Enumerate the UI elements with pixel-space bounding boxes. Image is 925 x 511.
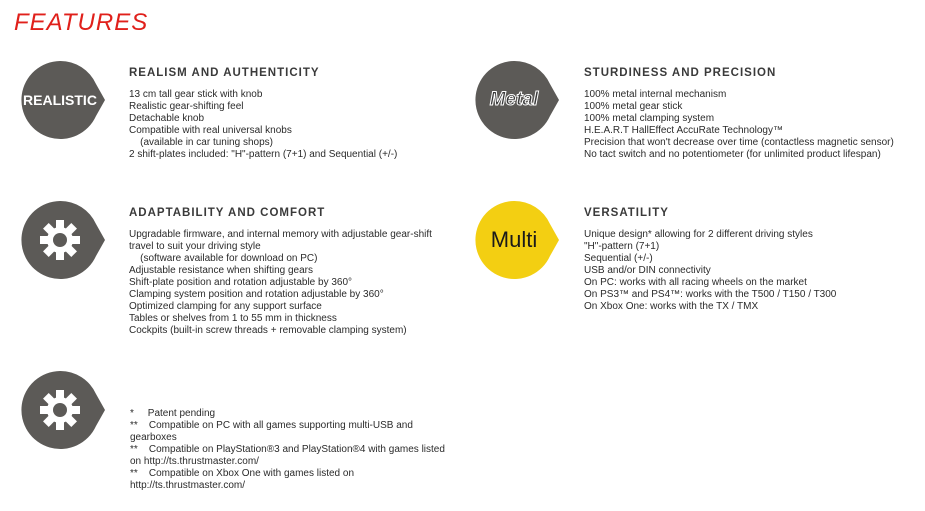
feature-line: On Xbox One: works with the TX / TMX — [584, 301, 759, 312]
feature-lines — [584, 89, 914, 161]
feature-line: Precision that won't decrease over time (contactless magnetic sensor) — [584, 137, 894, 148]
feature-line: Optimized clamping for any support surface — [129, 301, 322, 312]
feature-versatility — [584, 207, 914, 313]
feature-heading: STURDINESS AND PRECISION — [584, 67, 777, 79]
gear-icon — [40, 220, 80, 260]
feature-realism — [129, 67, 449, 161]
feature-lines — [129, 229, 447, 337]
realistic-badge-label: REALISTIC — [23, 92, 97, 108]
page-title: FEATURES — [14, 9, 149, 36]
footnote-gear-badge — [21, 370, 105, 450]
feature-line: 100% metal internal mechanism — [584, 89, 727, 100]
feature-line: 13 cm tall gear stick with knob — [129, 89, 263, 100]
gear-badge — [21, 200, 105, 280]
footnote-line: ** Compatible on PlayStation®3 and PlayStation®4 with games listed on http://ts.thrustmaster.com/ — [130, 444, 448, 467]
feature-line: Unique design* allowing for 2 different driving styles — [584, 229, 813, 240]
feature-line: (available in car tuning shops) — [129, 137, 273, 148]
feature-heading: VERSATILITY — [584, 207, 669, 219]
feature-line: Cockpits (built-in screw threads + removable clamping system) — [129, 325, 407, 336]
gear-icon — [40, 390, 80, 430]
feature-line: "H"-pattern (7+1) — [584, 241, 660, 252]
feature-line: On PS3™ and PS4™: works with the T500 / T150 / T300 — [584, 289, 837, 300]
feature-line: Upgradable firmware, and internal memory with adjustable gear-shift travel to suit your driving style — [129, 229, 435, 252]
metal-badge — [475, 60, 559, 140]
metal-badge-label: Metal — [489, 89, 539, 110]
footnote-line: * Patent pending — [130, 408, 216, 419]
feature-lines — [129, 89, 449, 161]
multi-badge-label-wrap — [475, 200, 553, 280]
feature-adaptability — [129, 207, 447, 337]
feature-line: USB and/or DIN connectivity — [584, 265, 711, 276]
feature-sturdiness — [584, 67, 914, 161]
feature-line: (software available for download on PC) — [129, 253, 318, 264]
feature-line: H.E.A.R.T HallEffect AccuRate Technology™ — [584, 125, 783, 136]
feature-line: No tact switch and no potentiometer (for unlimited product lifespan) — [584, 149, 881, 160]
feature-lines — [584, 229, 914, 313]
footnote-line: ** Compatible on PC with all games supporting multi-USB and gearboxes — [130, 420, 416, 443]
feature-line: Detachable knob — [129, 113, 205, 124]
feature-line: Sequential (+/-) — [584, 253, 653, 264]
multi-badge — [475, 200, 559, 280]
feature-line: 100% metal gear stick — [584, 101, 683, 112]
feature-line: 100% metal clamping system — [584, 113, 715, 124]
feature-line: Clamping system position and rotation adjustable by 360° — [129, 289, 384, 300]
footnote-lines — [130, 408, 455, 492]
feature-line: Realistic gear-shifting feel — [129, 101, 244, 112]
feature-line: Compatible with real universal knobs — [129, 125, 292, 136]
feature-line: Tables or shelves from 1 to 55 mm in thickness — [129, 313, 337, 324]
metal-badge-label-wrap — [475, 60, 553, 140]
feature-heading: REALISM AND AUTHENTICITY — [129, 67, 320, 79]
multi-badge-label: Multi — [490, 227, 538, 252]
feature-line: On PC: works with all racing wheels on the market — [584, 277, 807, 288]
footnotes — [130, 408, 455, 492]
feature-heading: ADAPTABILITY AND COMFORT — [129, 207, 326, 219]
footnote-line: ** Compatible on Xbox One with games listed on http://ts.thrustmaster.com/ — [130, 468, 357, 491]
feature-line: 2 shift-plates included: "H"-pattern (7+1) and Sequential (+/-) — [129, 149, 398, 160]
realistic-badge — [21, 60, 105, 140]
feature-line: Adjustable resistance when shifting gears — [129, 265, 313, 276]
feature-line: Shift-plate position and rotation adjustable by 360° — [129, 277, 353, 288]
